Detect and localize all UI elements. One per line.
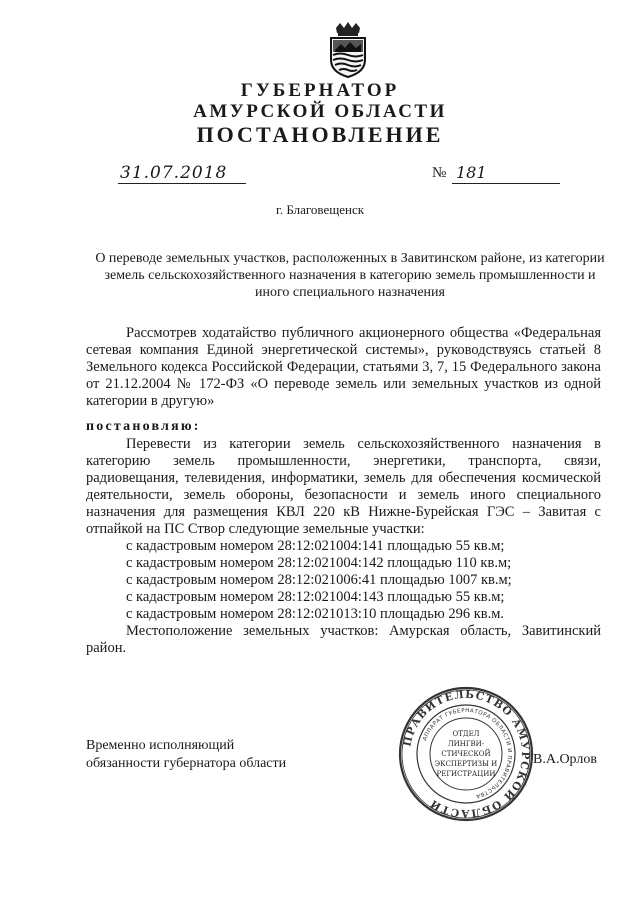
- parcel-item: с кадастровым номером 28:12:021013:10 площадью 296 кв.м.: [126, 606, 505, 622]
- location-paragraph: Местоположение земельных участков: Амурская область, Завитинский район.: [86, 623, 601, 656]
- header-title-line1: ГУБЕРНАТОР: [240, 80, 400, 101]
- seal-center-line: ЭКСПЕРТИЗЫ И: [434, 760, 498, 768]
- seal-inner-text: АППАРАТ ГУБЕРНАТОРА ОБЛАСТИ И ПРАВИТЕЛЬСТВА: [422, 707, 513, 799]
- preamble-text: Рассмотрев ходатайство публичного акционерного общества «Федеральная сетевая компания Единой энергетической системы», руководствуясь статьей 8 Земельного кодекса Российской Федерации, статьями 3, 7, 15 Федерального закона от 21.12.2004 № 172-ФЗ «О переводе земель или земельных участков из одной категории в другую»: [86, 325, 601, 409]
- official-seal-stamp: [396, 684, 536, 824]
- city-label: г. Благовещенск: [275, 202, 365, 217]
- parcel-item: с кадастровым номером 28:12:021004:143 площадью 55 кв.м;: [126, 589, 505, 605]
- document-number: 181: [452, 163, 560, 184]
- seal-center-line: СТИЧЕСКОЙ: [441, 750, 491, 758]
- seal-outer-text: ПРАВИТЕЛЬСТВО АМУРСКОЙ ОБЛАСТИ: [401, 688, 532, 820]
- seal-center-line: РЕГИСТРАЦИИ: [436, 770, 496, 778]
- coat-of-arms-emblem: [326, 22, 370, 78]
- signer-name: В.А.Орлов: [533, 752, 597, 767]
- parcel-item: с кадастровым номером 28:12:021006:41 площадью 1007 кв.м;: [126, 572, 512, 588]
- parcel-item: с кадастровым номером 28:12:021004:142 площадью 110 кв.м;: [126, 555, 512, 571]
- number-label: №: [432, 165, 447, 181]
- seal-center-line: ЛИНГВИ-: [447, 740, 485, 748]
- resolution-body: [86, 436, 601, 657]
- signer-title-line1: Временно исполняющий: [86, 738, 235, 753]
- document-type-title: ПОСТАНОВЛЕНИЕ: [196, 122, 444, 147]
- document-date: 31.07.2018: [118, 163, 246, 184]
- parcel-item: с кадастровым номером 28:12:021004:141 площадью 55 кв.м;: [126, 538, 505, 554]
- seal-center-line: ОТДЕЛ: [452, 730, 480, 738]
- transfer-paragraph: Перевести из категории земель сельскохозяйственного назначения в категорию земель промышленности, энергетики, транспорта, связи, радиовещания, телевидения, информатики, земель для обеспечения космической деятельности, земель обороны, безопасности и земель иного специального назначения для размещения КВЛ 220 кВ Нижне-Бурейская ГЭС – Завитая с отпайкой на ПС Створ следующие земельные участки:: [86, 436, 601, 537]
- signer-title: [86, 737, 286, 773]
- header-title-line2: АМУРСКОЙ ОБЛАСТИ: [193, 101, 447, 122]
- document-subject: О переводе земельных участков, расположенных в Завитинском районе, из категории земель сельскохозяйственного назначения в категорию земель промышленности и иного специального назначения: [95, 251, 605, 300]
- preamble-paragraph: [86, 325, 601, 410]
- resolve-word: постановляю:: [86, 419, 201, 434]
- signer-title-line2: обязанности губернатора области: [86, 756, 287, 771]
